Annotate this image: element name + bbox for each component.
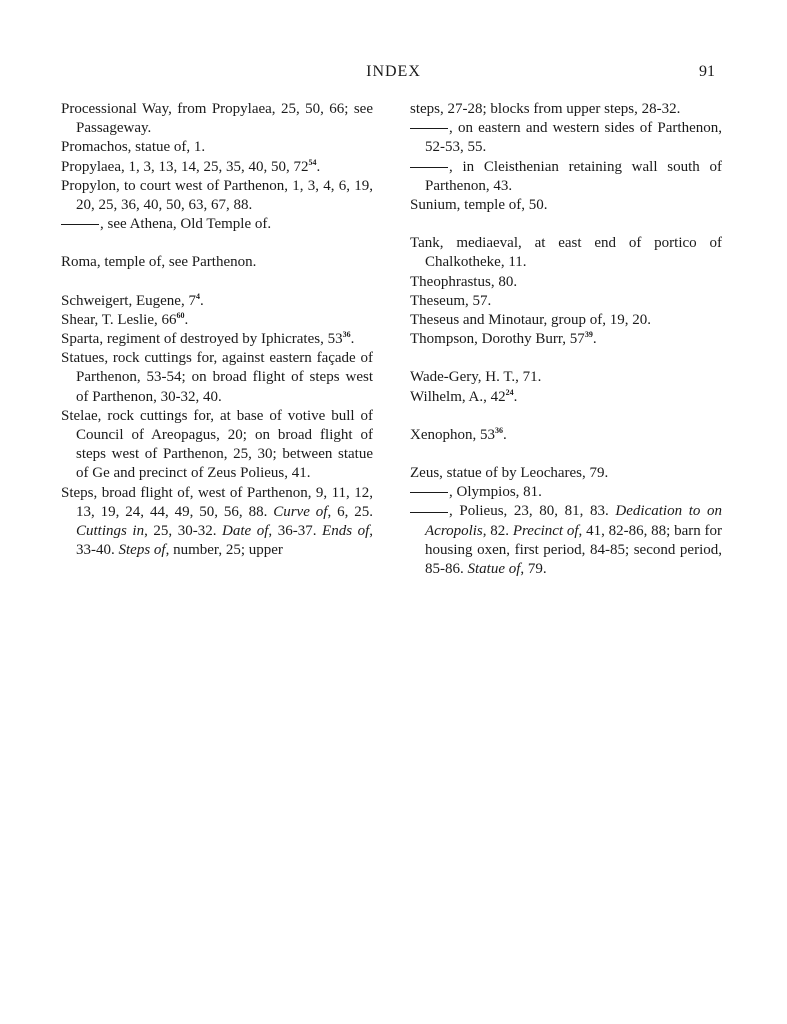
entry-text: , 41, 82-86, 88; barn for housing oxen, first period, 84-85; second period, 85-86. bbox=[425, 522, 722, 578]
index-entry bbox=[410, 426, 722, 445]
entry-text: Theophrastus, 80. bbox=[410, 273, 518, 290]
entry-text: Stelae, rock cuttings for, at base of votive bull of Council of Areopagus, 20; on broad flight of steps west of Parthenon, 25, 30; between statue of Ge and precinct of Zeus Polieus, 41. bbox=[61, 407, 373, 482]
index-entry bbox=[410, 273, 722, 292]
entry-text: Sparta, regiment of destroyed by Iphicrates, 53 bbox=[61, 331, 343, 348]
entry-text: Roma, temple of, see Parthenon. bbox=[61, 254, 257, 271]
entry-text: , 82. bbox=[482, 522, 513, 539]
entry-text: steps, 27-28; blocks from upper steps, 28-32. bbox=[410, 101, 681, 117]
entry-text: Wilhelm, A., 42 bbox=[410, 388, 506, 405]
ditto-dash bbox=[410, 128, 448, 129]
index-entry bbox=[410, 292, 722, 311]
entry-punct: . bbox=[592, 331, 597, 348]
entry-punct: . bbox=[316, 158, 321, 175]
subentry-heading: Dedication to on Acropolis bbox=[425, 503, 722, 539]
entry-text: , in Cleisthenian retaining wall south of Parthenon, 43. bbox=[425, 158, 722, 194]
entry-text: Shear, T. Leslie, 66 bbox=[61, 311, 177, 328]
entry-text: Propylaea, 1, 3, 13, 14, 25, 35, 40, 50, 72 bbox=[61, 158, 309, 175]
entry-gap bbox=[61, 234, 373, 253]
entry-text: , see Athena, Old Temple of. bbox=[100, 216, 272, 233]
index-entry bbox=[410, 368, 722, 387]
entry-text: Tank, mediaeval, at east end of portico of Chalkotheke, 11. bbox=[410, 235, 722, 271]
entry-punct: . bbox=[350, 331, 355, 348]
ditto-dash bbox=[61, 224, 99, 225]
footnote-ref: 54 bbox=[308, 157, 317, 167]
entry-text: Sunium, temple of, 50. bbox=[410, 197, 548, 214]
entry-text: Propylon, to court west of Parthenon, 1, 3, 4, 6, 19, 20, 25, 36, 40, 50, 63, 67, 88. bbox=[61, 177, 373, 214]
index-entry bbox=[410, 311, 722, 330]
index-entry bbox=[61, 349, 373, 407]
index-entry bbox=[61, 330, 373, 349]
left-column bbox=[61, 100, 373, 560]
subentry-heading: Date of bbox=[222, 523, 269, 540]
entry-punct: . bbox=[513, 388, 518, 405]
entry-text: , 6, 25. bbox=[327, 503, 374, 520]
subentry-heading: Steps of bbox=[118, 542, 166, 559]
entry-text: , number, 25; upper bbox=[165, 542, 283, 559]
subentry-heading: Statue of bbox=[467, 561, 521, 578]
index-entry bbox=[61, 215, 373, 234]
index-entry bbox=[61, 407, 373, 484]
entry-text: Thompson, Dorothy Burr, 57 bbox=[410, 331, 585, 348]
subentry-heading: Cuttings in bbox=[76, 523, 145, 540]
index-entry bbox=[61, 253, 373, 272]
entry-text: Theseum, 57. bbox=[410, 292, 492, 309]
entry-text: Processional Way, from Propylaea, 25, 50, 66; see Passageway. bbox=[61, 101, 373, 137]
footnote-ref: 36 bbox=[495, 425, 503, 435]
ditto-dash bbox=[410, 512, 448, 513]
footnote-ref: 39 bbox=[584, 330, 593, 340]
index-entry bbox=[410, 158, 722, 196]
entry-gap bbox=[410, 445, 722, 464]
index-entry bbox=[61, 292, 373, 311]
entry-text: Schweigert, Eugene, 7 bbox=[61, 292, 196, 309]
entry-text: , 79. bbox=[520, 561, 547, 578]
entry-text: Zeus, statue of by Leochares, 79. bbox=[410, 465, 609, 482]
ditto-dash bbox=[410, 492, 448, 493]
index-entry bbox=[61, 158, 373, 177]
subentry-heading: Curve of bbox=[273, 503, 328, 520]
index-entry bbox=[61, 100, 373, 138]
entry-punct: . bbox=[503, 426, 507, 443]
ditto-dash bbox=[410, 167, 448, 168]
entry-text: , 36-37. bbox=[268, 523, 323, 540]
index-entry bbox=[410, 196, 722, 215]
index-entry bbox=[61, 484, 373, 561]
index-entry bbox=[410, 388, 722, 407]
entry-gap bbox=[61, 273, 373, 292]
index-entry bbox=[410, 502, 722, 579]
entry-text: Theseus and Minotaur, group of, 19, 20. bbox=[410, 312, 652, 329]
index-entry bbox=[61, 311, 373, 330]
entry-text: Xenophon, 53 bbox=[410, 426, 495, 443]
entry-text: Statues, rock cuttings for, against eastern façade of Parthenon, 53-54; on broad flight of steps west of Parthenon, 30-32, 40. bbox=[61, 350, 373, 405]
footnote-ref: 36 bbox=[342, 330, 351, 340]
index-entry bbox=[61, 177, 373, 215]
index-entry bbox=[410, 464, 722, 483]
footnote-ref: 4 bbox=[195, 291, 200, 301]
index-entry bbox=[410, 234, 722, 272]
entry-punct: . bbox=[184, 311, 189, 328]
entry-text: Wade-Gery, H. T., 71. bbox=[410, 369, 542, 386]
right-column bbox=[410, 100, 722, 579]
footnote-ref: 60 bbox=[176, 310, 185, 320]
entry-text: , 33-40. bbox=[76, 523, 374, 559]
entry-gap bbox=[410, 407, 722, 426]
index-entry bbox=[410, 119, 722, 157]
entry-text: , Olympios, 81. bbox=[449, 484, 542, 501]
index-entry bbox=[410, 483, 722, 502]
entry-text: Promachos, statue of, 1. bbox=[61, 139, 206, 156]
entry-text: , Polieus, 23, 80, 81, 83. bbox=[449, 503, 616, 520]
entry-text: , on eastern and western sides of Parthenon, 52-53, 55. bbox=[425, 120, 722, 156]
footnote-ref: 24 bbox=[505, 387, 514, 397]
entry-punct: . bbox=[199, 292, 204, 309]
entry-gap bbox=[410, 215, 722, 234]
subentry-heading: Ends of bbox=[322, 523, 370, 540]
index-entry bbox=[61, 138, 373, 157]
index-entry bbox=[410, 330, 722, 349]
entry-text: , 25, 30-32. bbox=[144, 523, 223, 540]
page-number: 91 bbox=[699, 63, 715, 80]
entry-gap bbox=[410, 349, 722, 368]
entry-text: Steps, broad flight of, west of Parthenon, 9, 11, 12, 13, 19, 24, 44, 49, 50, 56, 88. bbox=[61, 484, 373, 520]
subentry-heading: Precinct of bbox=[512, 522, 579, 539]
index-entry-continued bbox=[410, 100, 722, 119]
running-title: INDEX bbox=[366, 63, 421, 80]
